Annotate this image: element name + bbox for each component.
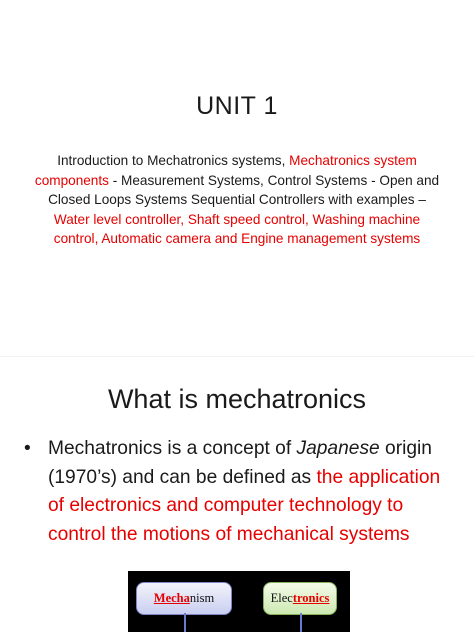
mechatronics-diagram (128, 571, 350, 632)
syllabus-text-examples: Water level controller, Shaft speed control, Washing machine control, Automatic camera and Engine management systems (53, 211, 421, 247)
electronics-prefix: Elec (270, 591, 293, 605)
diagram-connector (184, 613, 302, 632)
slide-what-is-mechatronics (0, 357, 474, 632)
bullet-text (48, 435, 458, 549)
slide-title: What is mechatronics (107, 384, 367, 414)
bullet-marker: • (24, 438, 31, 459)
mechanism-rest: nism (189, 591, 215, 605)
electronics-box (263, 582, 337, 615)
bullet-text-definition: the application of electronics and computer technology to control the motions of mechanical systems (48, 466, 441, 545)
syllabus-text-systems: - Measurement Systems, Control Systems - Open and Closed Loops Systems Sequential Controllers with examples – (48, 172, 440, 208)
slide-title: UNIT 1 (196, 92, 278, 120)
bullet-text-start: Mechatronics is a concept of (48, 438, 297, 459)
bullet-text-middle: origin (1970’s) and can be defined as (48, 438, 432, 488)
syllabus-text-components: Mechatronics system components (34, 153, 417, 188)
unit-syllabus-paragraph (30, 151, 444, 249)
electronics-emphasis: tronics (292, 591, 330, 605)
mechanism-box (136, 582, 232, 615)
syllabus-text-intro: Introduction to Mechatronics systems, (57, 153, 290, 168)
bullet-text-italic: Japanese (296, 438, 380, 459)
mechanism-emphasis: Mecha (153, 591, 190, 605)
